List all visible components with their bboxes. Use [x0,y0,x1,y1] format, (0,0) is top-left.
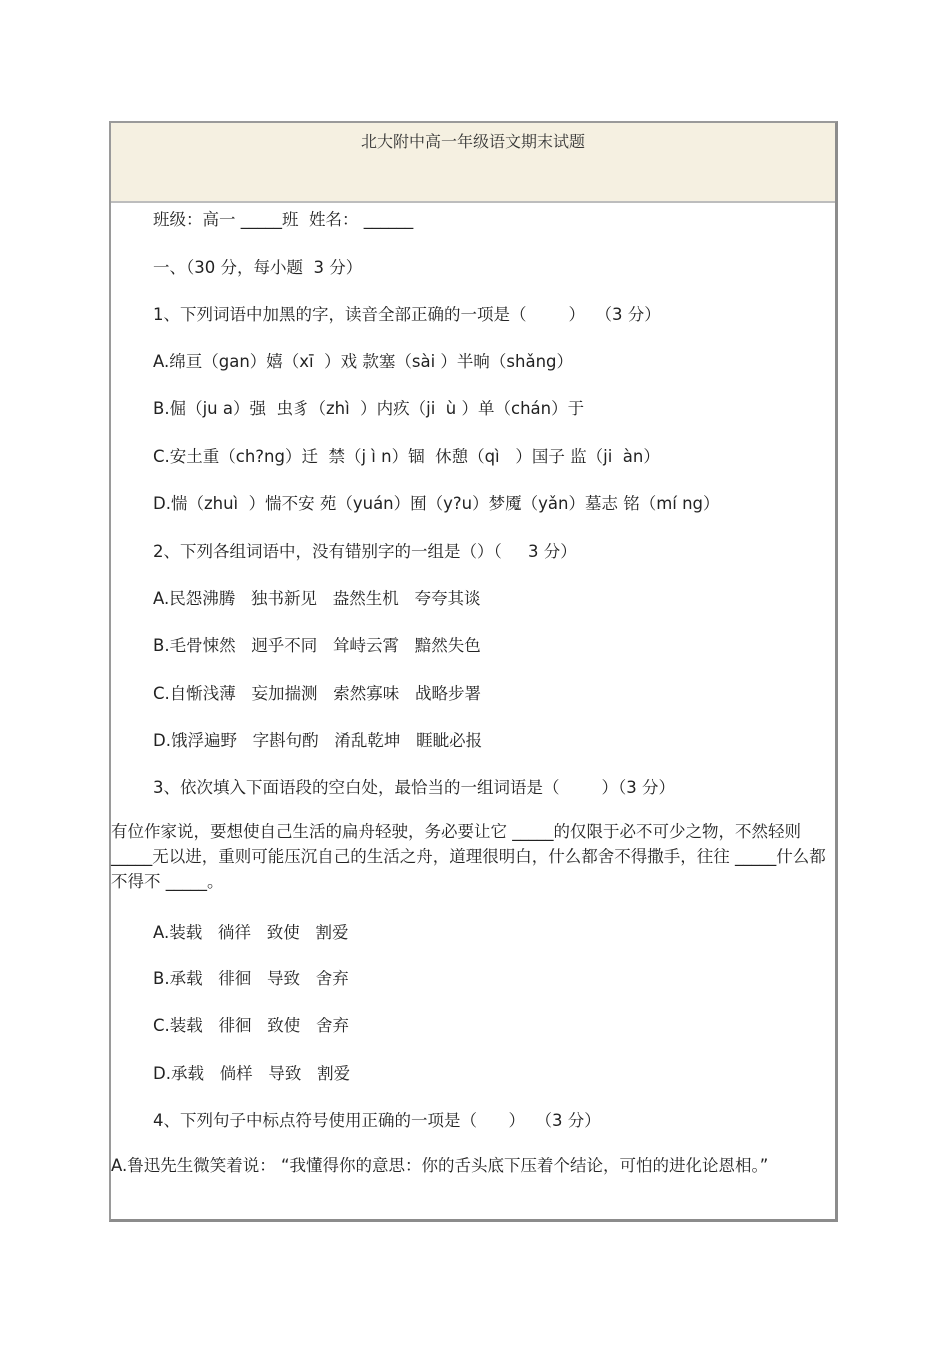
exam-title: 北大附中高一年级语文期末试题 [360,132,585,151]
question-3-option-a: A.装载 徜徉 致使 割爱 [153,923,349,942]
question-2-option-a: A.民怨沸腾 独书新见 盎然生机 夸夸其谈 [153,589,481,608]
question-3-stem: 3、依次填入下面语段的空白处，最恰当的一组词语是（ ）（3 分） [153,778,675,797]
question-2-option-d: D.饿浮遍野 字斟句酌 淆乱乾坤 睚眦必报 [153,731,483,750]
question-2-option-c: C.自惭浅薄 妄加揣测 索然寡味 战略步署 [153,684,481,703]
question-1-option-d: D.惴（zhuì ）惴不安 苑（yuán）囿（y?u）梦魇（yǎn）墓志 铭（mí ng） [153,494,720,513]
question-4-stem: 4、下列句子中标点符号使用正确的一项是（ ） （3 分） [153,1111,601,1130]
question-3-option-b: B.承载 徘徊 导致 舍弃 [153,969,349,988]
class-name-line: 班级：高一 _____班 姓名： ______ [153,210,414,229]
question-3-option-c: C.装载 徘徊 致使 舍弃 [153,1016,349,1035]
question-1-stem: 1、下列词语中加黑的字，读音全部正确的一项是（ ） （3 分） [153,305,661,324]
question-2-stem: 2、下列各组词语中，没有错别字的一组是（）（ 3 分） [153,542,577,561]
title-banner [111,123,835,203]
section-heading: 一、（30 分，每小题 3 分） [153,258,363,277]
question-1-option-b: B.倔（ju a）强 虫豸（zhì ）内疚（ji ù ）单（chán）于 [153,399,585,418]
question-4-option-a: A.鲁迅先生微笑着说： “我懂得你的意思：你的舌头底下压着个结论，可怕的进化论恩相。” [111,1156,769,1175]
question-2-option-b: B.毛骨悚然 迥乎不同 耸峙云霄 黯然失色 [153,636,481,655]
question-1-option-a: A.绵亘（gan）嬉（xī ）戏 款塞（sài ）半晌（shǎng） [153,352,574,371]
exam-document [109,121,838,1222]
question-3-passage: 有位作家说，要想使自己生活的扁舟轻驶，务必要让它 _____的仅限于必不可少之物，不然轻则 _____无以进，重则可能压沉自己的生活之舟，道理很明白，什么都舍不得撒手，往往 _____什么都不得不 _____。 [111,822,826,891]
question-3-option-d: D.承载 倘样 导致 割爱 [153,1064,351,1083]
question-1-option-c: C.安土重（ch?ng）迁 禁（j ì n）锢 休憩（qì ）国子 监（ji àn） [153,447,660,466]
